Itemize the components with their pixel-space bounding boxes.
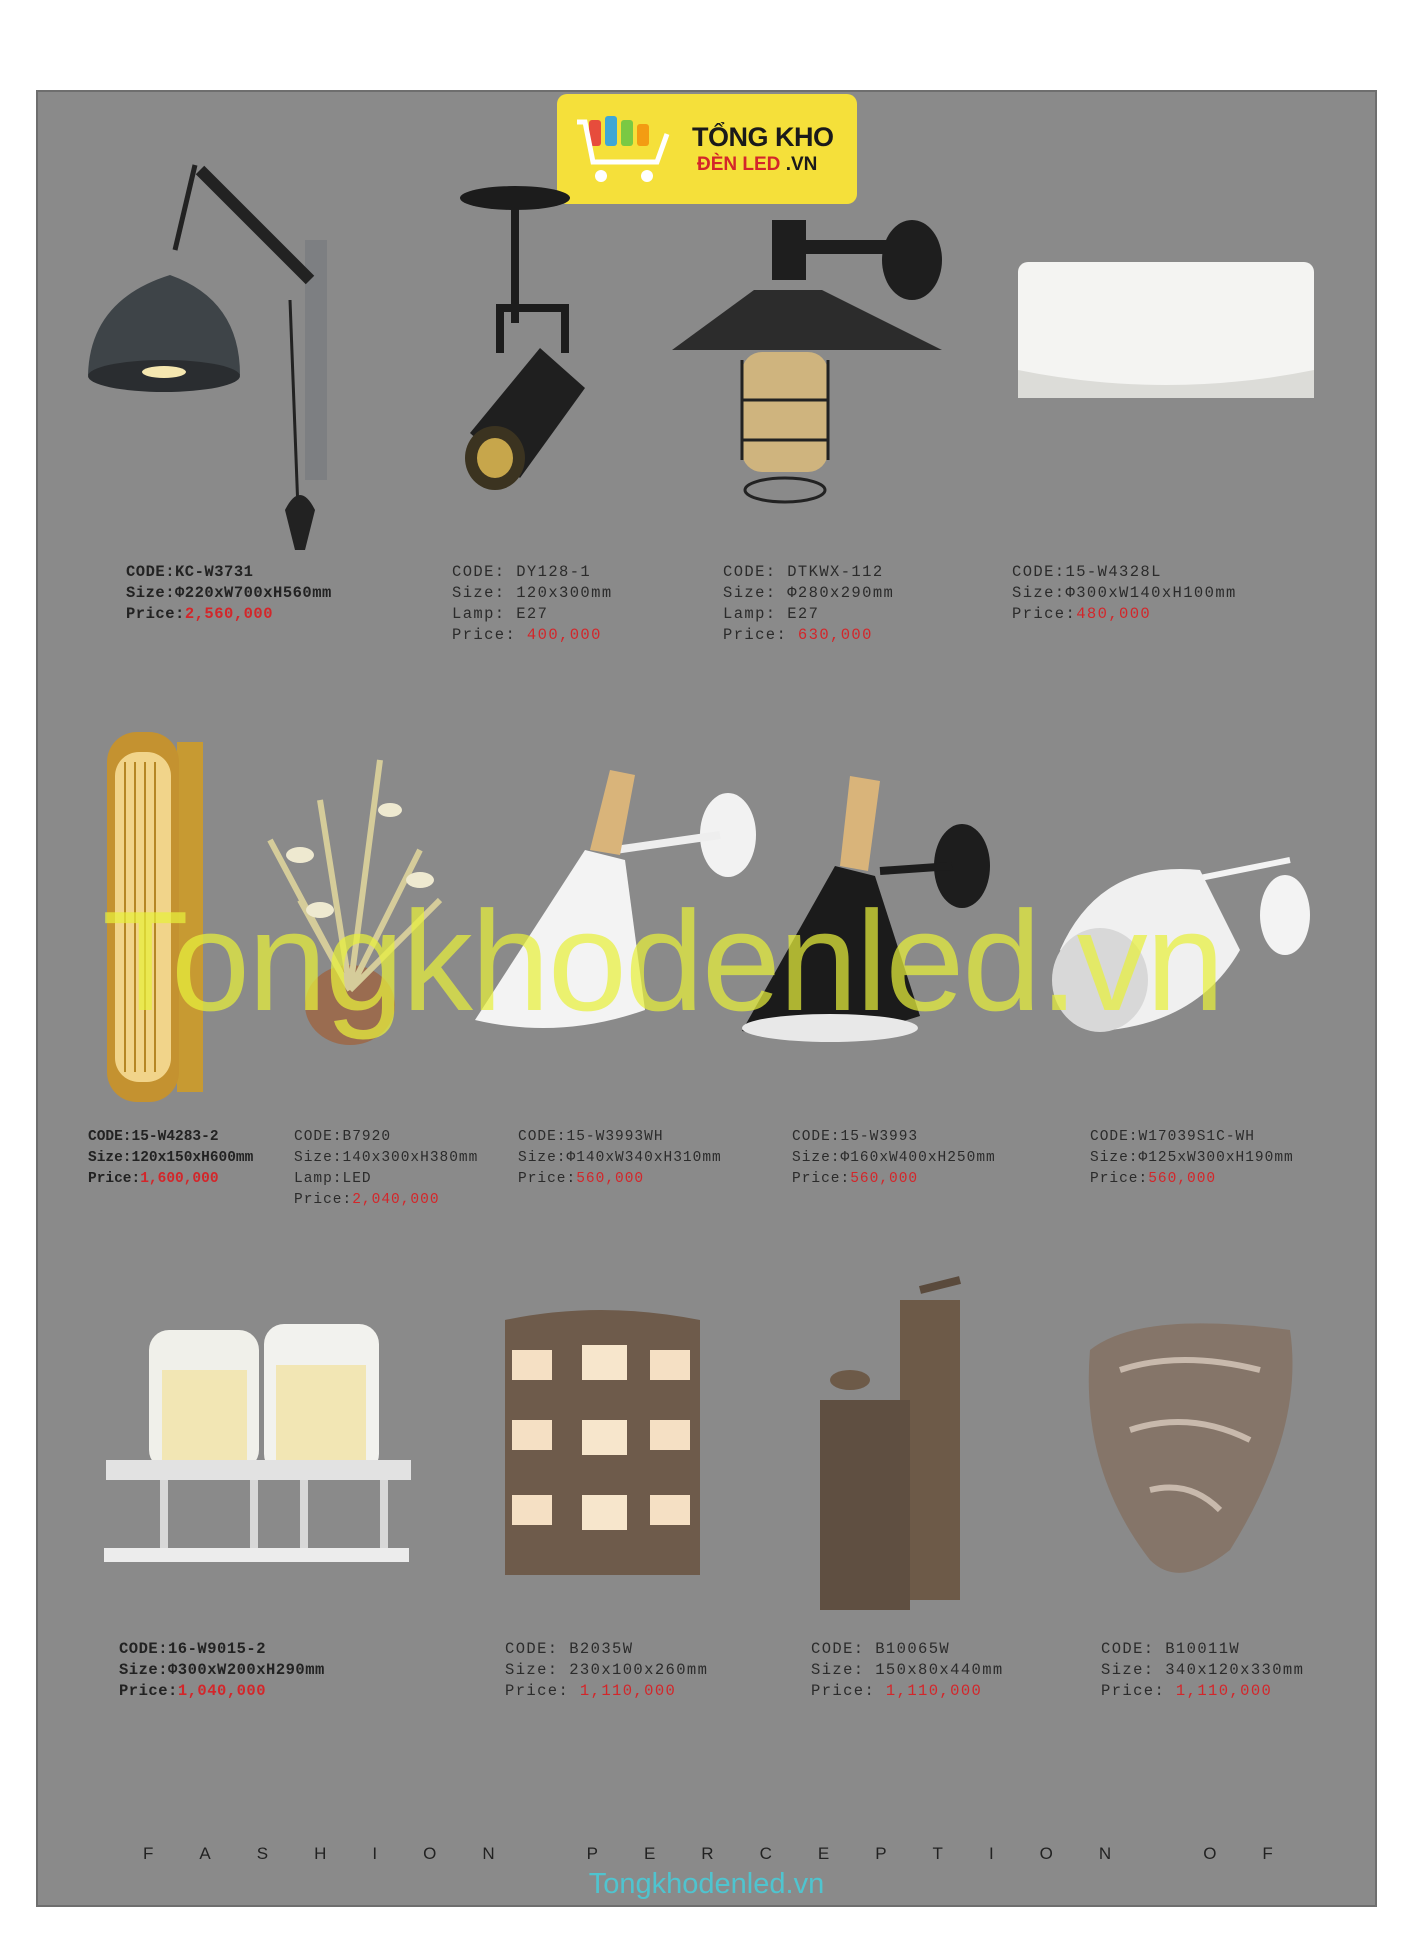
product-info-15-w3993 (792, 1127, 996, 1190)
product-info-b2035w (505, 1639, 708, 1702)
product-price: Price:1,600,000 (88, 1171, 219, 1187)
product-price: Price: 400,000 (452, 626, 602, 644)
product-code: CODE: B2035W (505, 1640, 634, 1658)
product-info-dtkwx-112 (723, 562, 894, 646)
product-code: CODE: DY128-1 (452, 563, 592, 581)
product-price: Price:2,560,000 (126, 605, 274, 623)
product-price: Price:2,040,000 (294, 1192, 440, 1208)
product-code: CODE:15-W3993WH (518, 1129, 664, 1145)
product-code: CODE:B7920 (294, 1129, 392, 1145)
product-info-b7920 (294, 1127, 478, 1211)
product-size: Size:140x300xH380mm (294, 1150, 479, 1166)
product-lamp: Lamp: E27 (723, 605, 820, 623)
product-price: Price:560,000 (518, 1171, 645, 1187)
product-image-b7920 (240, 740, 470, 1050)
product-code: CODE: DTKWX-112 (723, 563, 884, 581)
product-price: Price:560,000 (1090, 1171, 1217, 1187)
product-size: Size:Φ160xW400xH250mm (792, 1150, 996, 1166)
product-image-16-w9015-2 (104, 1320, 414, 1575)
product-image-dtkwx-112 (672, 190, 962, 510)
product-info-kc-w3731 (126, 562, 332, 625)
product-price: Price: 1,110,000 (1101, 1682, 1273, 1700)
product-price: Price: 630,000 (723, 626, 873, 644)
product-image-b2035w (500, 1310, 705, 1585)
product-size: Size:Φ140xW340xH310mm (518, 1150, 722, 1166)
logo-title: TỔNG KHO (692, 122, 834, 152)
product-image-b10065w (800, 1270, 980, 1615)
product-size: Size:Φ300xW200xH290mm (119, 1661, 325, 1679)
product-image-15-w3993wh (470, 770, 760, 1055)
product-info-b10065w (811, 1639, 1004, 1702)
product-code: CODE:15-W4283-2 (88, 1129, 219, 1145)
product-size: Size: Φ280x290mm (723, 584, 895, 602)
product-info-16-w9015-2 (119, 1639, 325, 1702)
product-price: Price:560,000 (792, 1171, 919, 1187)
product-image-kc-w3731 (80, 150, 360, 570)
product-lamp: Lamp:LED (294, 1171, 372, 1187)
product-info-dy128-1 (452, 562, 613, 646)
product-size: Size: 230x100x260mm (505, 1661, 709, 1679)
product-code: CODE:16-W9015-2 (119, 1640, 267, 1658)
product-info-15-w3993wh (518, 1127, 722, 1190)
product-size: Size:Φ220xW700xH560mm (126, 584, 332, 602)
product-price: Price:1,040,000 (119, 1682, 267, 1700)
product-price: Price:480,000 (1012, 605, 1152, 623)
product-info-b10011w (1101, 1639, 1304, 1702)
product-info-w17039s1c-wh (1090, 1127, 1294, 1190)
product-image-15-w4283-2 (105, 722, 205, 1112)
product-image-b10011w (1080, 1310, 1305, 1585)
product-size: Size: 120x300mm (452, 584, 613, 602)
product-code: CODE:15-W3993 (792, 1129, 919, 1145)
product-code: CODE:KC-W3731 (126, 563, 254, 581)
product-image-15-w4328l (1018, 260, 1314, 400)
product-code: CODE:W17039S1C-WH (1090, 1129, 1255, 1145)
product-size: Size:Φ300xW140xH100mm (1012, 584, 1237, 602)
watermark-text: Tongkhodenled.vn (102, 882, 1223, 1041)
product-size: Size:120x150xH600mm (88, 1150, 254, 1166)
product-info-15-w4328l (1012, 562, 1237, 625)
product-code: CODE: B10065W (811, 1640, 951, 1658)
product-image-dy128-1 (445, 178, 625, 538)
footer-tagline: F A S H I O N P E R C E P T I O N O F (143, 1844, 1273, 1863)
product-price: Price: 1,110,000 (811, 1682, 983, 1700)
product-image-w17039s1c-wh (1040, 840, 1315, 1040)
website-link[interactable]: Tongkhodenled.vn (588, 1868, 825, 1900)
product-code: CODE: B10011W (1101, 1640, 1241, 1658)
product-size: Size: 150x80x440mm (811, 1661, 1004, 1679)
product-info-15-w4283-2 (88, 1127, 253, 1190)
product-lamp: Lamp: E27 (452, 605, 549, 623)
logo-subtitle: ĐÈN LED .VN (697, 154, 818, 175)
product-size: Size:Φ125xW300xH190mm (1090, 1150, 1294, 1166)
product-code: CODE:15-W4328L (1012, 563, 1162, 581)
product-image-15-w3993 (740, 776, 990, 1051)
product-price: Price: 1,110,000 (505, 1682, 677, 1700)
product-size: Size: 340x120x330mm (1101, 1661, 1305, 1679)
